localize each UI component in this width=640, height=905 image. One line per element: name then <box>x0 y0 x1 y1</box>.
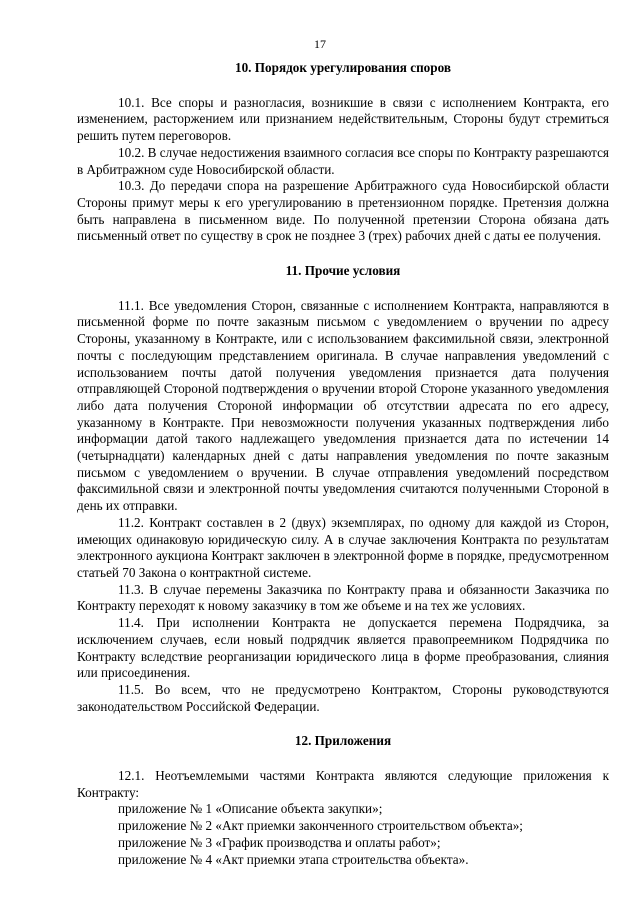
clause-11-3: 11.3. В случае перемены Заказчика по Контракту права и обязанности Заказчика по Контракту переходят к новому заказчику в том же объеме и на тех же условиях. <box>77 581 609 614</box>
annex-item-2: приложение № 2 «Акт приемки законченного строительством объекта»; <box>118 818 523 834</box>
clause-10-1: 10.1. Все споры и разногласия, возникшие в связи с исполнением Контракта, его изменением, расторжением или признанием недействительным, Стороны будут стремиться решить путем переговоров. <box>77 94 609 144</box>
clause-10-3: 10.3. До передачи спора на разрешение Арбитражного суда Новосибирской области Стороны примут меры к его урегулированию в претензионном порядке. Претензия должна быть направлена в письменном виде. По полученной претензии Сторона обязана дать письменный ответ по существу в срок не позднее 3 (трех) рабочих дней с даты ее получения. <box>77 178 609 244</box>
clause-11-4: 11.4. При исполнении Контракта не допускается перемена Подрядчика, за исключением случаев, если новый подрядчик является правопреемником Подрядчика по Контракту вследствие реорганизации юридического лица в форме преобразования, слияния или присоединения. <box>77 615 609 681</box>
section-10-title: 10. Порядок урегулирования споров <box>234 60 451 75</box>
clause-11-5: 11.5. Во всем, что не предусмотрено Контрактом, Стороны руководствуются законодательством Российской Федерации. <box>77 681 609 714</box>
section-11-title: 11. Прочие условия <box>285 263 401 279</box>
page-content <box>77 60 609 868</box>
page-number: 17 <box>314 37 326 51</box>
annex-item-1: приложение № 1 «Описание объекта закупки»; <box>118 801 383 817</box>
section-12-title: 12. Приложения <box>294 733 392 749</box>
clause-11-2: 11.2. Контракт составлен в 2 (двух) экземплярах, по одному для каждой из Сторон, имеющих одинаковую юридическую силу. А в случае заключения Контракта по результатам электронного аукциона Контракт заключен в электронной форме в порядке, предусмотренном статьей 70 Закона о контрактной системе. <box>77 514 609 580</box>
clause-11-1: 11.1. Все уведомления Сторон, связанные с исполнением Контракта, направляются в письменной форме по почте заказным письмом с уведомлением о вручении по адресу Стороны, указанному в Контракте, или с использованием факсимильной связи, электронной почты с последующим представлением оригинала. В случае направления уведомлений с использованием почты датой получения уведомления признается дата получения отправляющей Стороной подтверждения о вручении второй Стороне указанного уведомления либо дата получения Стороной информации об отсутствии адресата по его адресу, указанному в Контракте. При невозможности получения указанных подтверждения либо информации датой такого надлежащего уведомления признается дата по истечении 14 (четырнадцати) календарных дней с даты направления уведомления по почте заказным письмом с уведомлением о вручении. В случае отправления уведомлений посредством факсимильной связи и электронной почты уведомления считаются полученными Стороной в день их отправки. <box>77 297 609 514</box>
clause-10-2: 10.2. В случае недостижения взаимного согласия все споры по Контракту разрешаются в Арбитражном суде Новосибирской области. <box>77 144 609 177</box>
clause-12-1: 12.1. Неотъемлемыми частями Контракта являются следующие приложения к Контракту: <box>77 768 609 800</box>
annex-list <box>77 801 609 868</box>
annex-item-4: приложение № 4 «Акт приемки этапа строительства объекта». <box>118 851 469 867</box>
annex-item-3: приложение № 3 «График производства и оплаты работ»; <box>118 834 441 850</box>
